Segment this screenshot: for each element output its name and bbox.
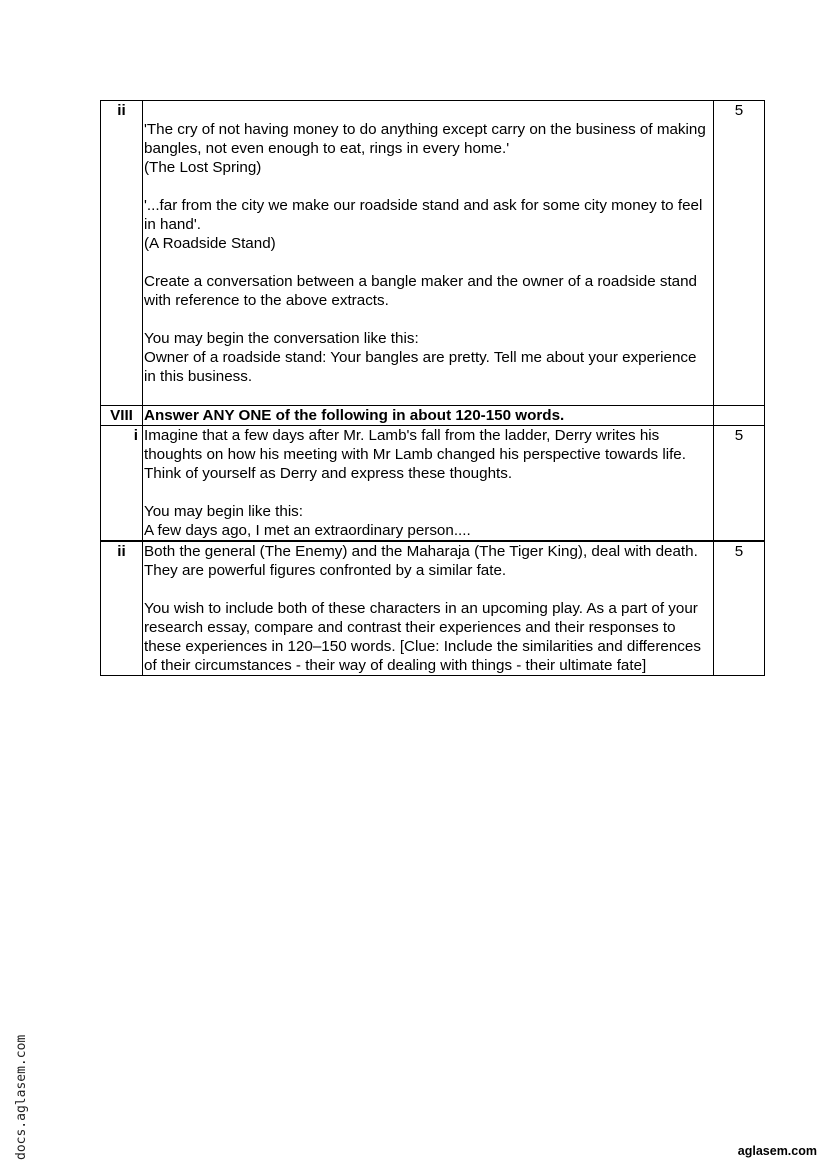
question-text [143,426,714,541]
question-prompt: Imagine that a few days after Mr. Lamb's fall from the ladder, Derry writes his thoughts on how his meeting with Mr Lamb changed his perspective towards life. Think of yourself as Derry and express these thoughts. [144,427,686,482]
marks: 5 [714,542,765,676]
question-row [101,542,765,676]
marks: 5 [714,101,765,406]
extract-2: '...far from the city we make our roadside stand and ask for some city money to feel in hand'. [144,197,703,233]
question-row [101,101,765,406]
begin-line: A few days ago, I met an extraordinary person.... [144,522,471,539]
question-number: ii [101,101,143,406]
task-instruction: Create a conversation between a bangle maker and the owner of a roadside stand with reference to the above extracts. [144,273,698,309]
extract-1: 'The cry of not having money to do anything except carry on the business of making bangles, not even enough to eat, rings in every home.' [144,121,706,157]
marks-empty [714,406,765,426]
question-table [100,100,765,676]
marks: 5 [714,426,765,541]
section-header-row [101,406,765,426]
begin-hint: You may begin like this: [144,503,304,520]
section-instruction: Answer ANY ONE of the following in about 120-150 words. [143,406,714,426]
section-number: VIII [101,406,143,426]
begin-hint: You may begin the conversation like this: [144,330,419,347]
question-number: ii [101,542,143,676]
begin-line: Owner of a roadside stand: Your bangles are pretty. Tell me about your experience in this business. [144,349,697,385]
extract-2-source: (A Roadside Stand) [144,235,276,252]
question-prompt: Both the general (The Enemy) and the Maharaja (The Tiger King), deal with death. They are powerful figures confronted by a similar fate. [144,543,698,579]
question-text [143,101,714,406]
question-number: i [101,426,143,541]
question-task: You wish to include both of these characters in an upcoming play. As a part of your research essay, compare and contrast their experiences and their responses to these experiences in 120–150 words. [Clue: Include the similarities and differences of their circumstances - their way of dealing with things - their ultimate fate] [144,600,701,674]
question-text [143,542,714,676]
extract-1-source: (The Lost Spring) [144,159,262,176]
question-row [101,426,765,541]
side-watermark: docs.aglasem.com [14,1034,29,1160]
footer-watermark: aglasem.com [737,1144,817,1158]
